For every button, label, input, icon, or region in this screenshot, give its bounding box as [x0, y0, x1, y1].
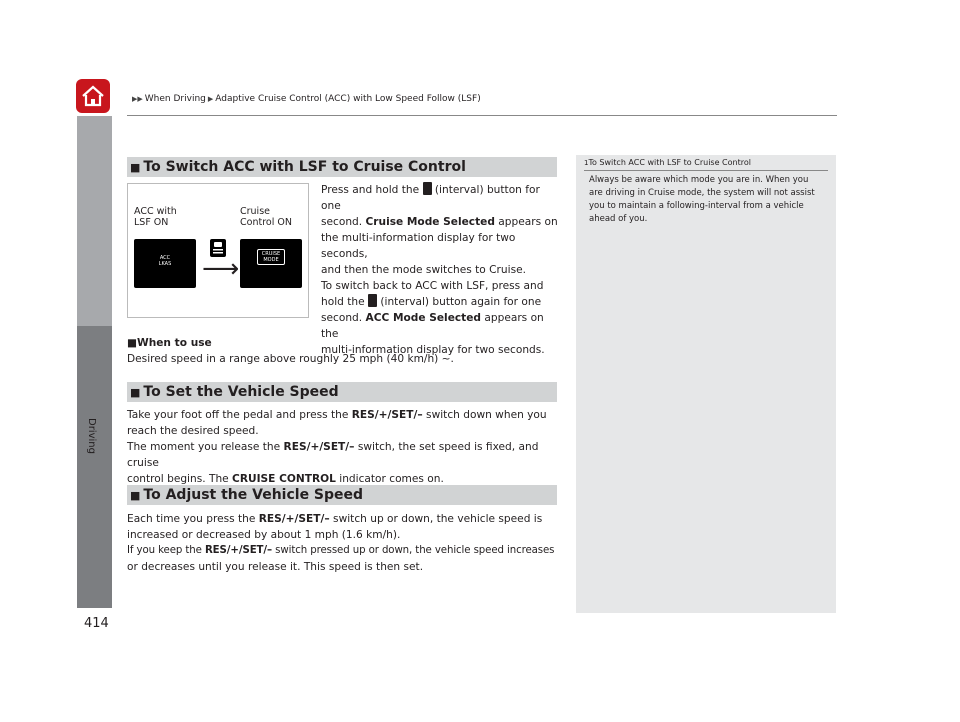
text: reach the desired speed. [127, 425, 259, 437]
square-bullet-icon: ■ [130, 489, 141, 502]
section-title: To Adjust the Vehicle Speed [143, 487, 364, 503]
screen-text [134, 255, 196, 267]
home-icon[interactable] [76, 79, 110, 113]
title-text: To Switch ACC with LSF to Cruise Control [588, 158, 751, 167]
text: Each time you press the [127, 513, 256, 525]
page-number: 414 [84, 616, 109, 631]
text: (interval) button for one [321, 184, 540, 212]
breadcrumb [130, 94, 481, 104]
text: Desired speed in a range above roughly 25 mph (40 km/h) ~. [127, 353, 454, 365]
switch-name: RES/+/SET/– [258, 513, 330, 525]
display-screen-cruise [240, 239, 302, 288]
side-note-panel [576, 155, 836, 613]
side-note-divider [584, 170, 828, 171]
text: switch up or down, the vehicle speed is [333, 513, 543, 525]
text: second. [321, 312, 363, 324]
sidebar-tab-active[interactable] [77, 326, 112, 608]
label-text: LSF ON [134, 217, 169, 228]
mode-switch-figure [127, 183, 309, 318]
screen-line: LKAS [158, 261, 172, 267]
text: or decreases until you release it. This speed is then set. [127, 561, 424, 573]
section-heading-set-speed [127, 382, 557, 402]
breadcrumb-level1[interactable]: When Driving [144, 94, 206, 104]
text: are driving in Cruise mode, the system will not assist [589, 188, 815, 198]
text: Always be aware which mode you are in. When you [589, 175, 809, 185]
square-bullet-icon: ■ [127, 337, 138, 349]
chevron-right-icon: ▶ [207, 95, 214, 103]
text: To switch back to ACC with LSF, press and [321, 280, 544, 292]
text: appears on [498, 216, 558, 228]
figure-label-left [134, 206, 177, 228]
text: (interval) button again for one [380, 296, 542, 308]
display-screen-acc [134, 239, 196, 288]
screen-line: MODE [263, 257, 279, 263]
section-title: To Set the Vehicle Speed [143, 384, 339, 400]
when-to-use-block [127, 335, 557, 367]
switch-paragraph [321, 182, 561, 358]
text: and then the mode switches to Cruise. [321, 264, 526, 276]
section-heading-switch [127, 157, 557, 177]
switch-name: RES/+/SET/– [351, 409, 423, 421]
side-note-title [584, 158, 751, 167]
breadcrumb-level2[interactable]: Adaptive Cruise Control (ACC) with Low Speed Follow (LSF) [215, 94, 481, 104]
text: appears on the [321, 312, 544, 340]
figure-label-right [240, 206, 292, 228]
sidebar-tab [77, 116, 112, 326]
mode-message: ACC Mode Selected [365, 312, 481, 324]
section-heading-adjust-speed [127, 485, 557, 505]
sidebar-chapter-label: Driving [86, 418, 97, 454]
side-note-text [589, 174, 833, 226]
interval-button-icon [368, 294, 377, 307]
chevron-right-icon: ▶▶ [132, 95, 143, 103]
label-text: ACC with [134, 206, 177, 217]
text: switch down when you [426, 409, 547, 421]
adjust-speed-paragraph [127, 511, 567, 575]
switch-name: RES/+/SET/– [283, 441, 355, 453]
switch-name: RES/+/SET/– [204, 545, 273, 556]
text: second. [321, 216, 363, 228]
text: switch, the set speed is fixed, and cruise [127, 441, 539, 469]
label-text: Control ON [240, 217, 292, 228]
set-speed-paragraph [127, 407, 567, 487]
arrow-right-icon: ⟶ [202, 254, 240, 284]
text: Press and hold the [321, 184, 420, 196]
text: If you keep the [127, 545, 202, 556]
square-bullet-icon: ■ [130, 386, 141, 399]
square-bullet-icon: ■ [130, 161, 141, 174]
mode-message: Cruise Mode Selected [365, 216, 495, 228]
text: indicator comes on. [339, 473, 444, 485]
text: increased or decreased by about 1 mph (1.6 km/h). [127, 529, 401, 541]
header-divider [127, 115, 837, 116]
label-text: Cruise [240, 206, 270, 217]
text: switch pressed up or down, the vehicle speed increases [275, 545, 555, 556]
note-marker-icon: 1 [584, 159, 589, 167]
interval-button-icon [423, 182, 432, 195]
cruise-mode-box [257, 249, 285, 265]
indicator-name: CRUISE CONTROL [232, 473, 336, 485]
text: ahead of you. [589, 214, 648, 224]
text: hold the [321, 296, 365, 308]
subheading: When to use [137, 337, 212, 349]
text: multi-information display for two seconds. [321, 344, 545, 356]
screen-line: CRUISE [261, 251, 281, 257]
text: the multi-information display for two seconds, [321, 232, 516, 260]
text: Take your foot off the pedal and press the [127, 409, 349, 421]
screen-text [240, 249, 302, 265]
text: you to maintain a following-interval from a vehicle [589, 201, 804, 211]
text: control begins. The [127, 473, 229, 485]
screen-line: ACC [159, 255, 171, 261]
section-title: To Switch ACC with LSF to Cruise Control [143, 159, 466, 175]
text: The moment you release the [127, 441, 281, 453]
